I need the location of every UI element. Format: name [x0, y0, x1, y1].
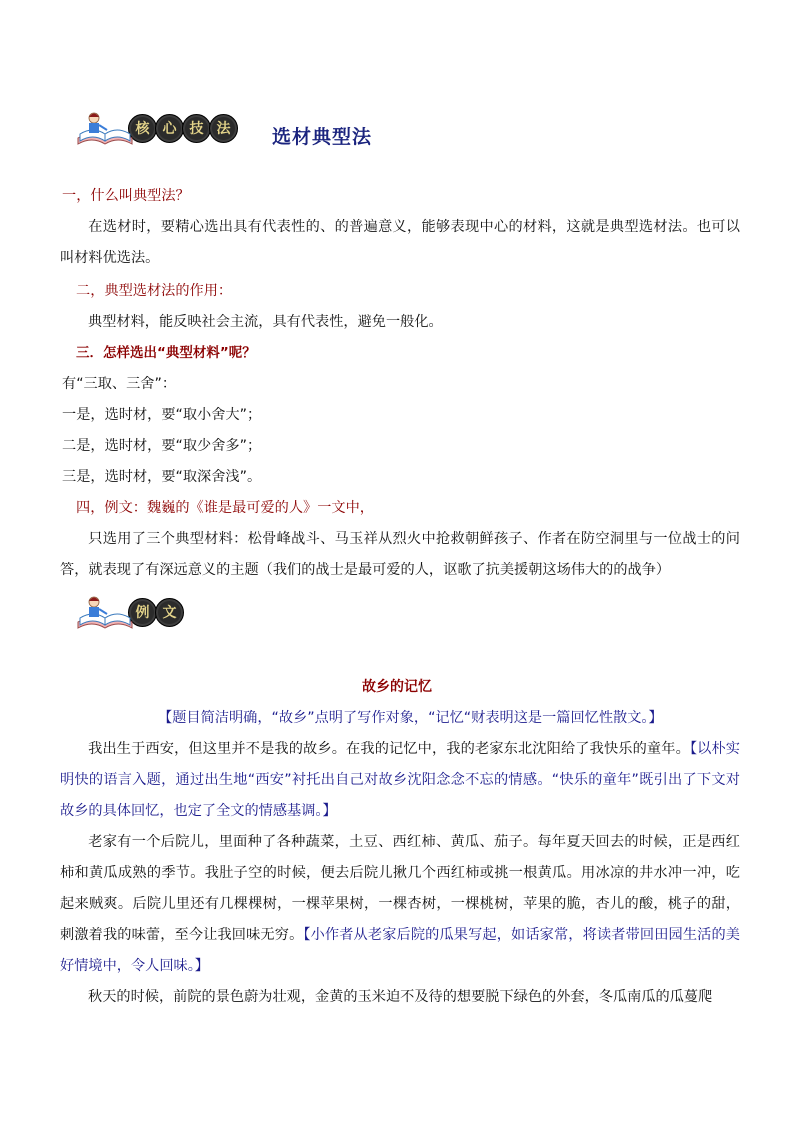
badge-char: 法 — [209, 114, 238, 143]
section-heading-3: 三．怎样选出“典型材料”呢？ — [76, 345, 256, 361]
list-item: 二是，选时材，要“取少舍多”； — [62, 438, 262, 454]
reading-child-book-icon — [76, 108, 134, 148]
essay-intro-note: 【题目简洁明确，“故乡”点明了写作对象，“记忆“财表明这是一篇回忆性散文。】 — [158, 710, 663, 726]
list-item: 有“三取、三舍”： — [62, 376, 177, 392]
section-heading-1: 一，什么叫典型法？ — [62, 188, 190, 204]
badge-char: 心 — [155, 114, 184, 143]
essay-paragraph-1-text: 我出生于西安，但这里并不是我的故乡。在我的记忆中，我的老家东北沈阳给了我快乐的童年。 — [88, 741, 690, 757]
section-body-2: 典型材料，能反映社会主流，具有代表性，避免一般化。 — [88, 314, 443, 330]
essay-title: 故乡的记忆 — [362, 679, 432, 695]
section-body-1 — [60, 212, 740, 274]
badge-char: 技 — [182, 114, 211, 143]
list-item: 三是，选时材，要“取深舍浅”。 — [62, 469, 262, 485]
essay-paragraph-2 — [60, 827, 740, 982]
section-badge-technique — [76, 108, 236, 148]
section-heading-4: 四，例文：魏巍的《谁是最可爱的人》一文中， — [76, 500, 374, 516]
badge-char: 文 — [155, 598, 184, 627]
section-badge-example — [76, 592, 182, 632]
essay-paragraph-1-note: 【以朴实明快的语言入题，通过出生地“西安”衬托出自己对故乡沈阳念念不忘的情感。“快乐的童年”既引出了下文对故乡的具体回忆，也定了全文的情感基调。】 — [60, 741, 740, 819]
essay-paragraph-3-text: 秋天的时候，前院的景色蔚为壮观，金黄的玉米迫不及待的想要脱下绿色的外套，冬瓜南瓜的瓜蔓爬 — [88, 989, 713, 1005]
list-item: 一是，选时材，要“取小舍大”； — [62, 407, 262, 423]
section-heading-2: 二，典型选材法的作用： — [76, 283, 233, 299]
reading-child-book-icon — [76, 592, 134, 632]
essay-paragraph-1 — [60, 734, 740, 827]
badge-char: 例 — [128, 598, 157, 627]
section-body-1-text: 在选材时，要精心选出具有代表性的、的普遍意义，能够表现中心的材料，这就是典型选材法。也可以叫材料优选法。 — [60, 219, 740, 266]
essay-paragraph-3 — [60, 982, 740, 1013]
page-title: 选材典型法 — [272, 126, 373, 148]
section-body-4-text: 只选用了三个典型材料：松骨峰战斗、马玉祥从烈火中抢救朝鲜孩子、作者在防空洞里与一位战士的问答，就表现了有深远意义的主题（我们的战士是最可爱的人，讴歌了抗美援朝这场伟大的的战争） — [60, 531, 740, 578]
essay-paragraph-2-note: 【小作者从老家后院的瓜果写起，如话家常，将读者带回田园生活的美好情境中，令人回味。】 — [60, 927, 740, 974]
essay-paragraph-2-text: 老家有一个后院儿，里面种了各种蔬菜，土豆、西红柿、黄瓜、茄子。每年夏天回去的时候，正是西红柿和黄瓜成熟的季节。我肚子空的时候，便去后院儿揪几个西红柿或挑一根黄瓜。用冰凉的井水冲一冲，吃起来贼爽。后院儿里还有几棵棵树，一棵苹果树，一棵杏树，一棵桃树，苹果的脆，杏儿的酸，桃子的甜，刺激着我的味蕾，至今让我回味无穷。 — [60, 834, 740, 943]
section-body-4 — [60, 524, 740, 586]
badge-char: 核 — [128, 114, 157, 143]
